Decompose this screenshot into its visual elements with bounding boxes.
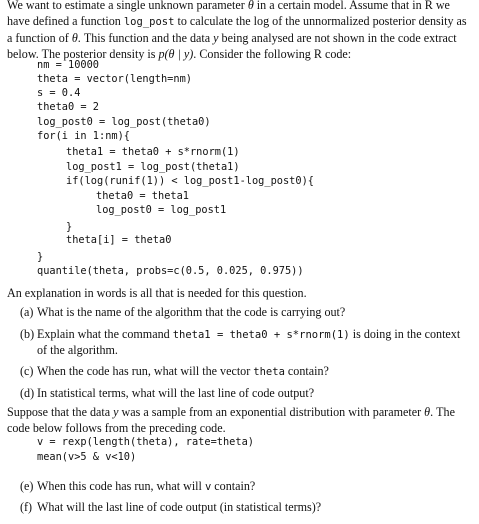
part2-line-2: code below follows from the preceding code.: [7, 421, 226, 435]
code-line: if(log(runif(1)) < log_post1-log_post0){: [66, 175, 314, 187]
question-fragment: is doing in the context: [349, 327, 461, 341]
question-fragment: Explain what the command: [37, 327, 173, 341]
note-text: An explanation in words is all that is needed for this question.: [7, 286, 307, 300]
y-symbol: y: [213, 31, 219, 45]
question-text: [37, 386, 477, 401]
inline-code: theta: [253, 366, 285, 378]
question-text: [37, 479, 477, 495]
question-line: [37, 364, 477, 380]
part2-text: Suppose that the data: [7, 405, 114, 419]
intro-text: below. The posterior density is: [7, 47, 159, 61]
code-line: theta1 = theta0 + s*rnorm(1): [66, 146, 240, 158]
code-line: }: [37, 251, 44, 263]
question-text: [37, 500, 477, 515]
code-line: log_post0 = log_post(theta0): [37, 116, 211, 128]
question-fragment: contain?: [211, 479, 256, 493]
code-line: mean(v>5 & v<10): [37, 451, 137, 463]
question-label: (b): [20, 327, 35, 341]
question-line: What will the last line of code output (in statistical terms)?: [37, 500, 322, 514]
part2-text: was a sample from an exponential distribution with parameter: [118, 405, 425, 419]
code-line: log_post0 = log_post1: [96, 204, 227, 216]
y-symbol: y: [113, 405, 119, 419]
question-label: (f): [20, 500, 33, 514]
inline-code: v: [204, 481, 212, 493]
part2-text: . The: [430, 405, 455, 419]
function-name: log_post: [123, 16, 175, 28]
question-fragment: contain?: [284, 364, 329, 378]
question-label: (d): [20, 386, 35, 400]
intro-paragraph: [7, 0, 469, 62]
question-fragment: When the code has run, what will the vector: [37, 364, 254, 378]
question-text: [37, 305, 477, 320]
question-line: of the algorithm.: [37, 343, 118, 357]
code-line: theta = vector(length=nm): [37, 73, 192, 85]
density-expression: p(θ | y): [158, 47, 194, 61]
explanation-note: [7, 285, 469, 301]
code-line: quantile(theta, probs=c(0.5, 0.025, 0.975)): [37, 265, 304, 277]
inline-code: theta1 = theta0 + s*rnorm(1): [172, 329, 350, 341]
theta-symbol: θ: [71, 31, 78, 45]
code-line: nm = 10000: [37, 59, 99, 71]
question-label: (e): [20, 479, 34, 493]
theta-symbol: θ: [424, 405, 431, 419]
part2-line-1: [7, 404, 469, 420]
theta-symbol: θ: [247, 0, 254, 12]
intro-text: . This function and the data: [77, 31, 214, 45]
question-line: [37, 327, 477, 343]
part2-paragraph: [7, 404, 469, 436]
code-line: log_post1 = log_post(theta1): [66, 161, 240, 173]
code-line: for(i in 1:nm){: [37, 130, 130, 142]
question-line: What is the name of the algorithm that the code is carrying out?: [37, 305, 346, 319]
code-line: }: [66, 221, 73, 233]
question-fragment: When this code has run, what will: [37, 479, 205, 493]
question-text: [37, 364, 477, 380]
code-line: theta0 = theta1: [96, 190, 189, 202]
code-line: theta0 = 2: [37, 101, 99, 113]
intro-text: being analysed are not shown in the code extract: [218, 31, 457, 45]
code-line: s = 0.4: [37, 87, 81, 99]
intro-text: have defined a function: [7, 14, 124, 28]
intro-line-1: [7, 0, 469, 13]
code-line: theta[i] = theta0: [66, 234, 172, 246]
intro-text: We want to estimate a single unknown parameter: [7, 0, 248, 12]
question-line: In statistical terms, what will the last line of code output?: [37, 386, 315, 400]
question-text: [37, 327, 477, 358]
intro-line-2: [7, 13, 469, 30]
intro-text: in a certain model. Assume that in R we: [253, 0, 450, 12]
intro-text: a function of: [7, 31, 72, 45]
question-label: (c): [20, 364, 34, 378]
question-line: [37, 479, 477, 495]
question-label: (a): [20, 305, 34, 319]
intro-text: . Consider the following R code:: [193, 47, 352, 61]
code-line: v = rexp(length(theta), rate=theta): [37, 436, 254, 448]
intro-line-3: [7, 30, 469, 46]
intro-text: to calculate the log of the unnormalized posterior density as: [174, 14, 467, 28]
